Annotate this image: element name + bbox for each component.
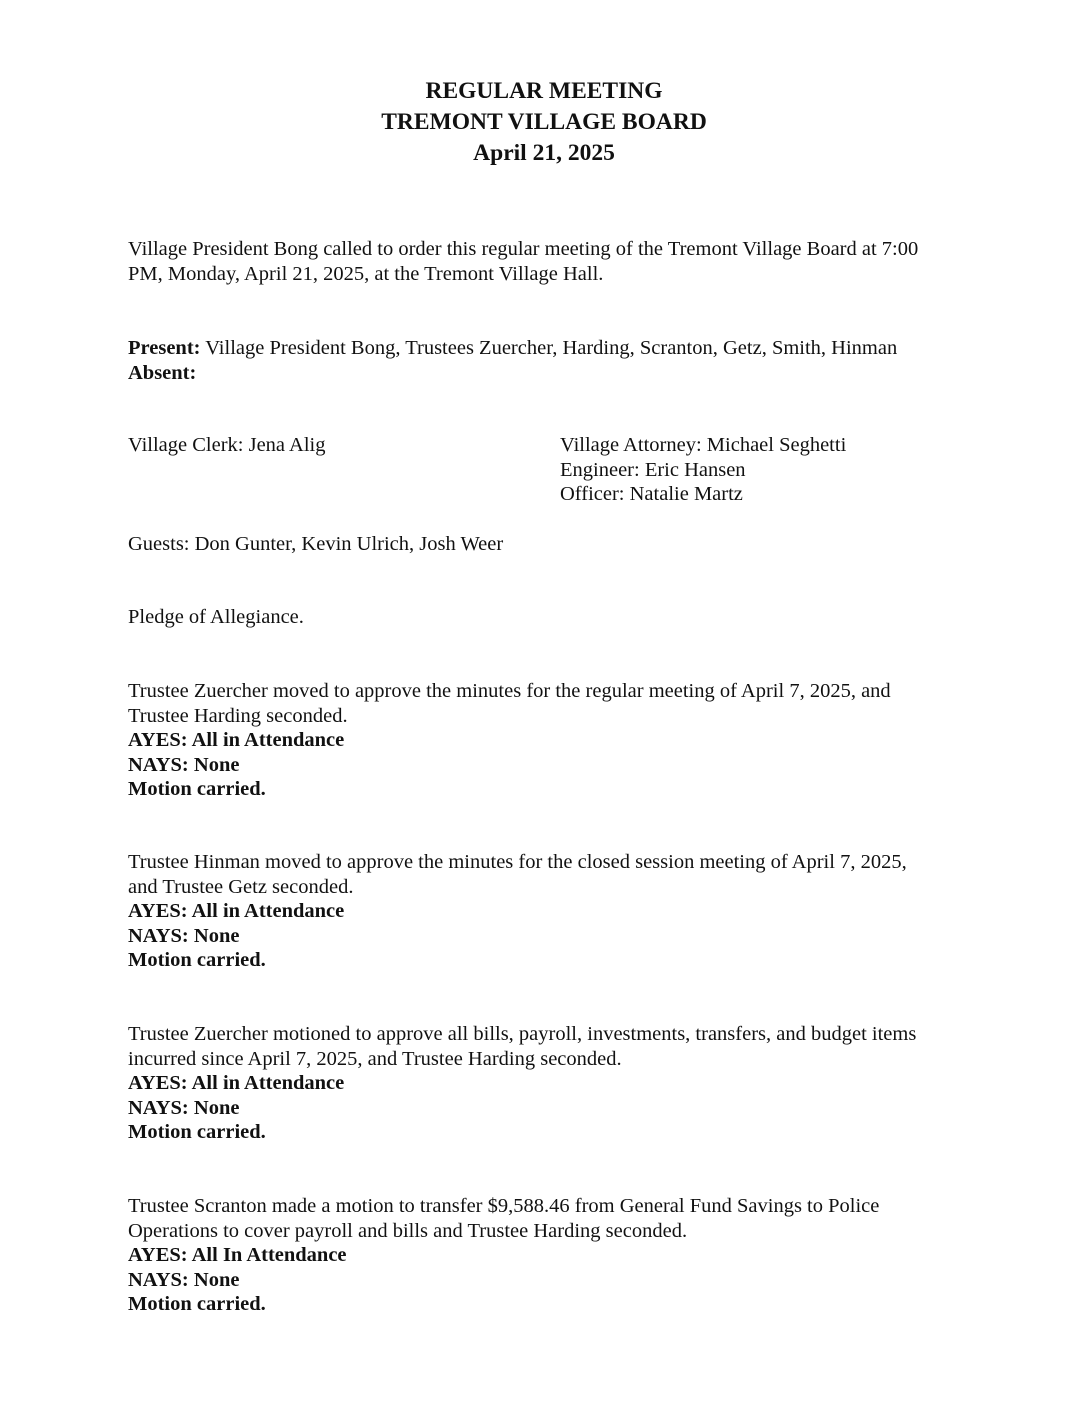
village-attorney: Village Attorney: Michael Seghetti [560,434,847,456]
motion-block [128,1194,968,1317]
motion-text-line-1: Trustee Zuercher motioned to approve all bills, payroll, investments, transfers, and budget items [128,1023,917,1045]
present-label: Present: [128,337,201,359]
attendance-section [128,336,968,385]
motion-text-line-1: Trustee Zuercher moved to approve the minutes for the regular meeting of April 7, 2025, and [128,680,891,702]
motion-result: Motion carried. [128,1293,266,1315]
motion-block [128,679,968,802]
intro-line-1: Village President Bong called to order this regular meeting of the Tremont Village Board at 7:00 [128,238,919,260]
intro-line-2: PM, Monday, April 21, 2025, at the Tremont Village Hall. [128,262,604,285]
guests-text: Guests: Don Gunter, Kevin Ulrich, Josh Weer [128,533,504,555]
motion-nays: NAYS: None [128,753,240,776]
motion-ayes: AYES: All in Attendance [128,900,345,922]
title-line-meeting: REGULAR MEETING [425,78,663,104]
present-line [128,336,968,361]
motion-text-line-2: Operations to cover payroll and bills and Trustee Harding seconded. [128,1219,688,1242]
motion-text-line-1: Trustee Scranton made a motion to transfer $9,588.46 from General Fund Savings to Police [128,1195,880,1217]
motion-result: Motion carried. [128,1121,266,1143]
motion-block [128,1022,968,1145]
absent-label: Absent: [128,361,197,384]
guests-line [128,532,968,557]
motion-result: Motion carried. [128,949,266,971]
motion-nays: NAYS: None [128,1268,240,1291]
motion-text-line-2: incurred since April 7, 2025, and Trustee Harding seconded. [128,1047,622,1070]
staff-right-column [560,433,980,507]
motion-ayes: AYES: All in Attendance [128,1072,345,1094]
document-title [0,76,1088,169]
motion-block [128,850,968,973]
officer: Officer: Natalie Martz [560,483,743,505]
motion-text-line-2: and Trustee Getz seconded. [128,875,354,898]
village-clerk: Village Clerk: Jena Alig [128,434,326,456]
call-to-order-paragraph [128,237,968,286]
motion-text-line-2: Trustee Harding seconded. [128,704,348,727]
motion-nays: NAYS: None [128,924,240,947]
title-line-board: TREMONT VILLAGE BOARD [381,109,707,135]
title-line-date: April 21, 2025 [473,140,615,166]
motion-ayes: AYES: All in Attendance [128,729,345,751]
pledge-text: Pledge of Allegiance. [128,606,304,628]
pledge-line [128,605,968,630]
present-list: Village President Bong, Trustees Zuercher, Harding, Scranton, Getz, Smith, Hinman [200,337,898,359]
engineer: Engineer: Eric Hansen [560,458,746,481]
motion-text-line-1: Trustee Hinman moved to approve the minutes for the closed session meeting of April 7, 2025, [128,851,907,873]
motion-nays: NAYS: None [128,1096,240,1119]
motion-ayes: AYES: All In Attendance [128,1244,347,1266]
motion-result: Motion carried. [128,778,266,800]
